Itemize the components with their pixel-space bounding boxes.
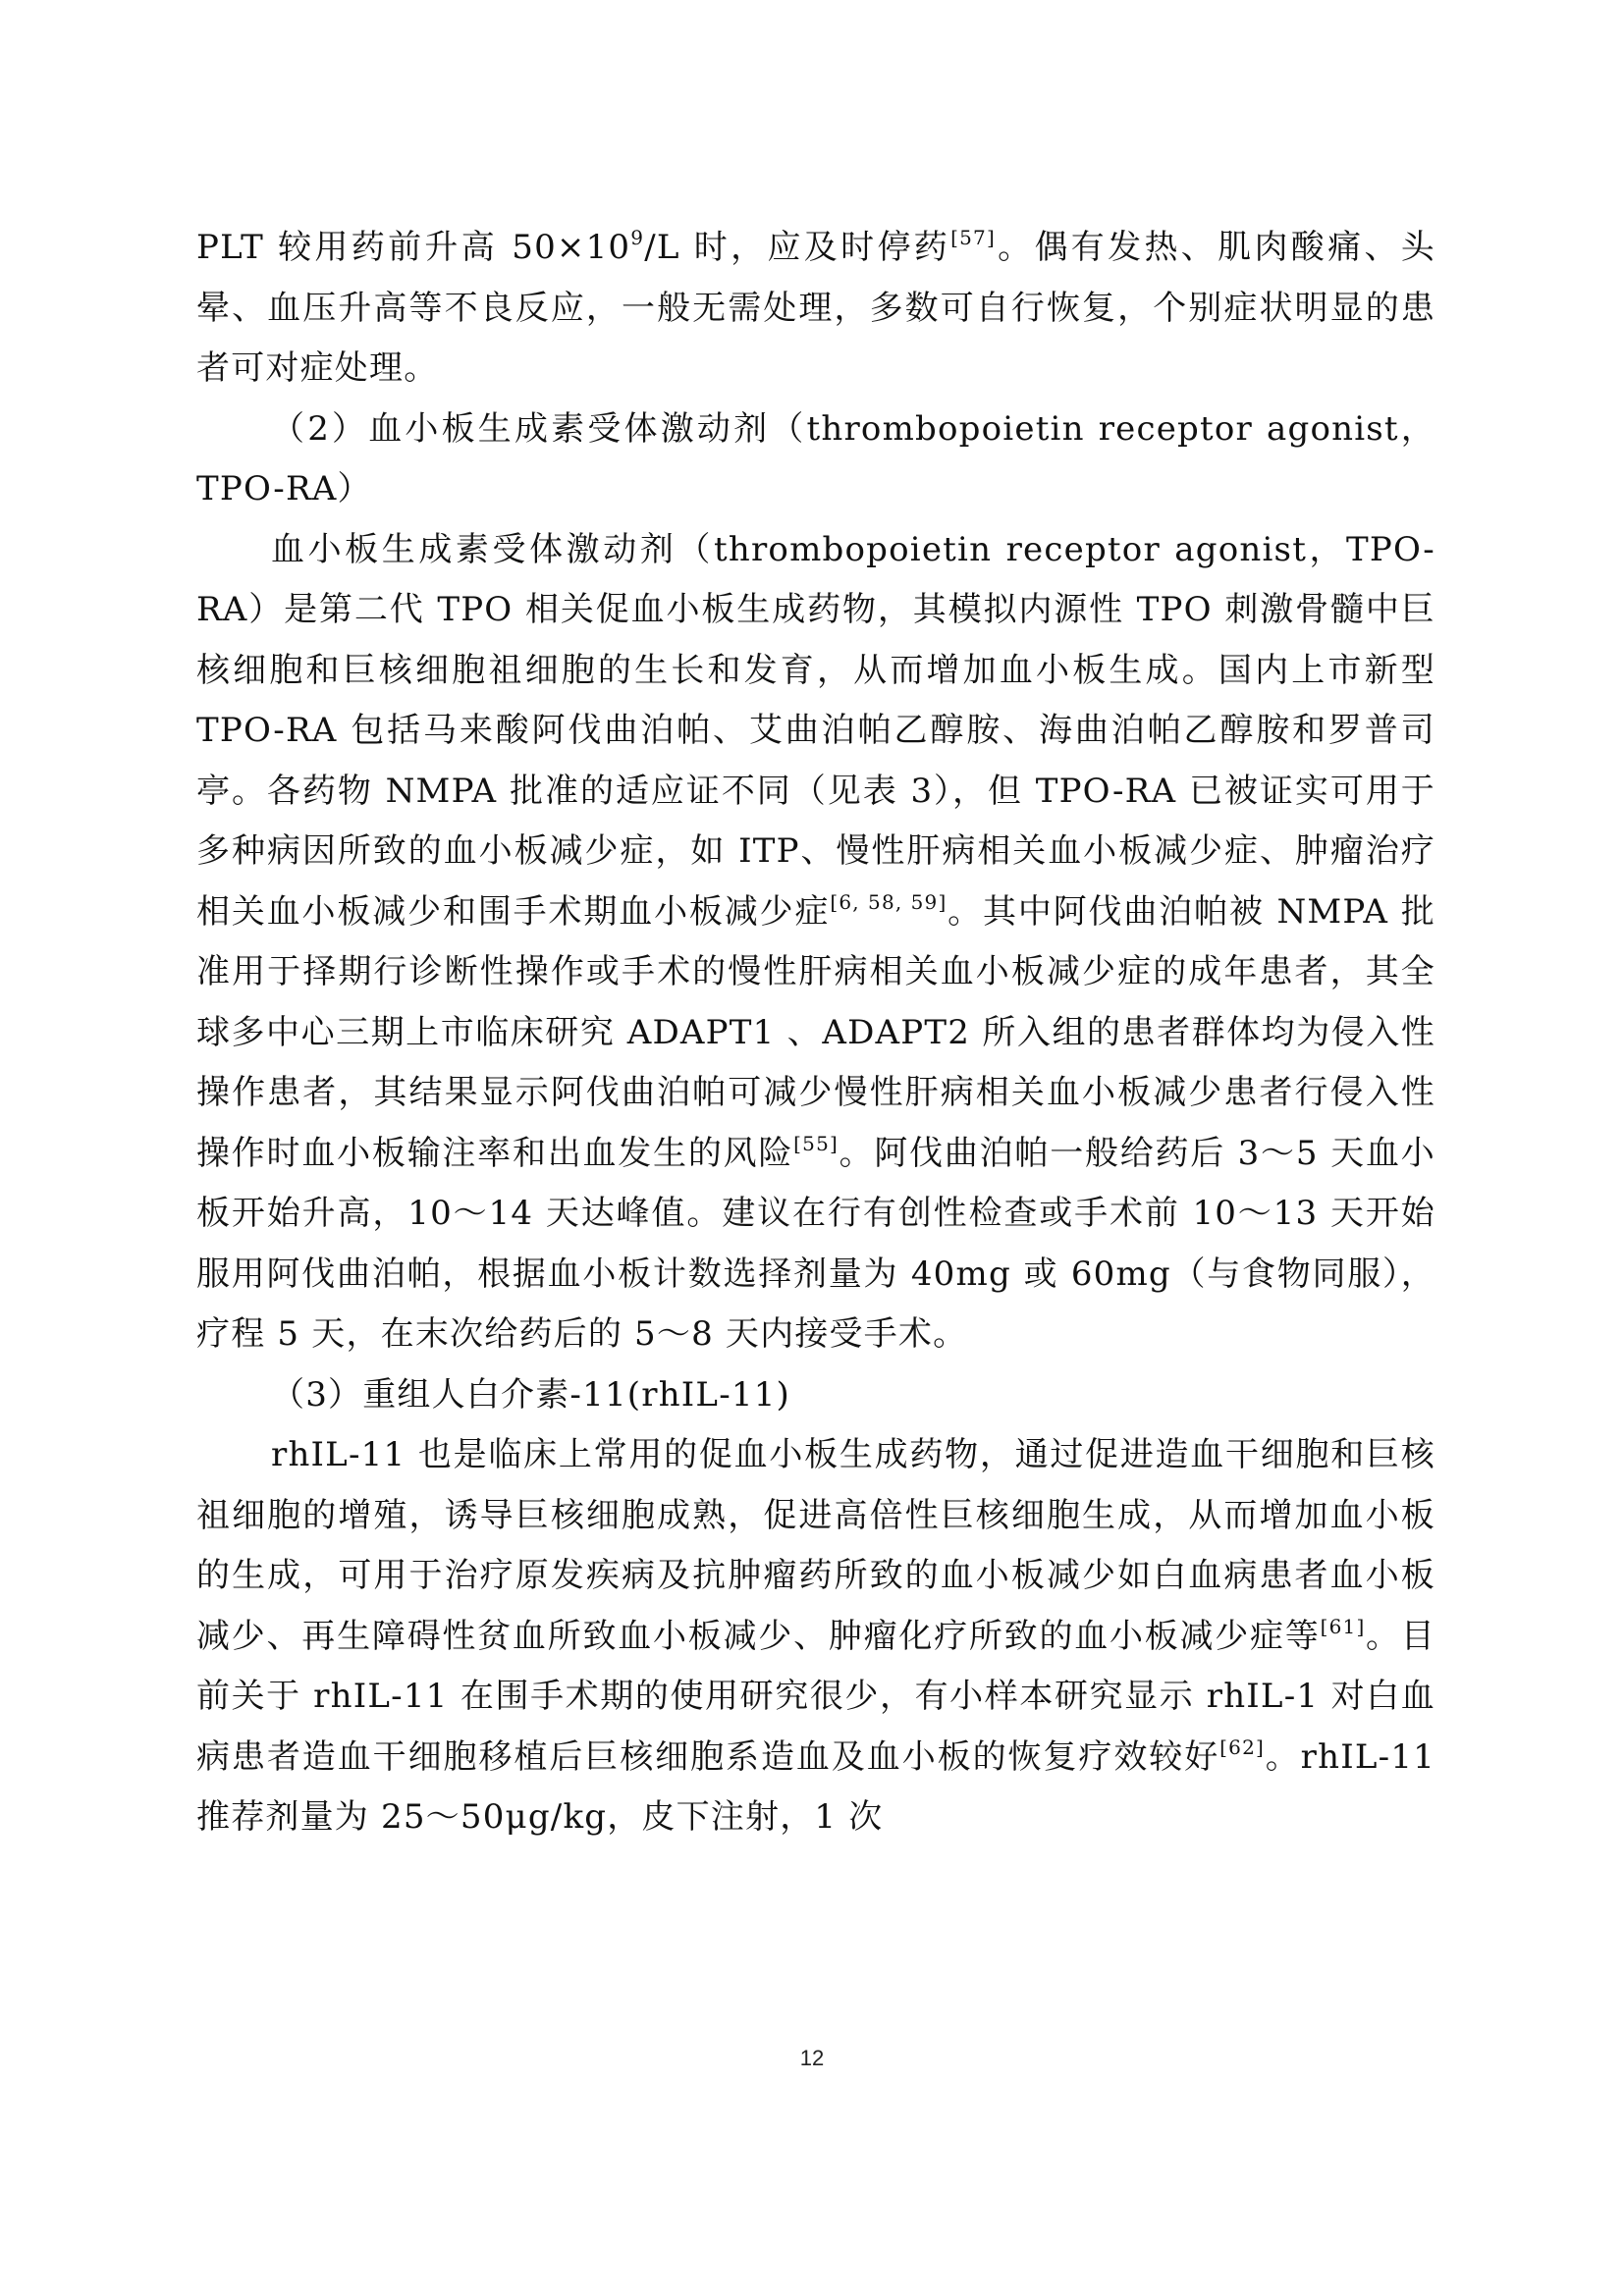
citation-superscript: [62] (1219, 1735, 1265, 1759)
text-run: 。阿伐曲泊帕一般给药后 3～5 天血小板开始升高，10～14 天达峰值。建议在行有创性检查或手术前 10～13 天开始服用阿伐曲泊帕，根据血小板计数选择剂量为 40mg 或 60mg（与食物同服），疗程 5 天，在末次给药后的 5～8 天内接受手术。 (196, 1133, 1435, 1354)
text-run: PLT 较用药前升高 50×10 (196, 228, 631, 267)
text-run: 血小板生成素受体激动剂（thrombopoietin receptor agonist，TPO-RA）是第二代 TPO 相关促血小板生成药物，其模拟内源性 TPO 刺激骨髓中巨核细胞和巨核细胞祖细胞的生长和发育，从而增加血小板生成。国内上市新型 TPO-RA 包括马来酸阿伐曲泊帕、艾曲泊帕乙醇胺、海曲泊帕乙醇胺和罗普司亭。各药物 NMPA 批准的适应证不同（见表 3），但 TPO-RA 已被证实可用于多种病因所致的血小板减少症，如 ITP、慢性肝病相关血小板减少症、肿瘤治疗相关血小板减少和围手术期血小板减少症 (196, 529, 1435, 932)
text-run: rhIL-11 也是临床上常用的促血小板生成药物，通过促进造血干细胞和巨核祖细胞的增殖，诱导巨核细胞成熟，促进高倍性巨核细胞生成，从而增加血小板的生成，可用于治疗原发疾病及抗肿瘤药所致的血小板减少如白血病患者血小板减少、再生障碍性贫血所致血小板减少、肿瘤化疗所致的血小板减少症等 (196, 1435, 1435, 1656)
text-run: （2）血小板生成素受体激动剂（thrombopoietin receptor agonist，TPO-RA） (196, 408, 1435, 508)
citation-superscript: 9 (630, 226, 645, 249)
text-run: 。目前关于 rhIL-11 在围手术期的使用研究很少，有小样本研究显示 rhIL-1 对白血病患者造血干细胞移植后巨核细胞系造血及血小板的恢复疗效较好 (196, 1616, 1435, 1777)
text-run: /L 时，应及时停药 (644, 228, 951, 267)
document-body (196, 218, 1435, 1848)
citation-superscript: [57] (950, 226, 996, 249)
citation-superscript: [6, 58, 59] (830, 889, 947, 914)
heading-tpo-ra (196, 400, 1435, 520)
page-number: 12 (799, 2046, 825, 2070)
citation-superscript: [61] (1320, 1614, 1366, 1638)
text-run: 。偶有发热、肌肉酸痛、头晕、血压升高等不良反应，一般无需处理，多数可自行恢复，个别症状明显的患者可对症处理。 (196, 228, 1435, 388)
citation-superscript: [55] (793, 1131, 839, 1155)
paragraph-plt-dosing (196, 218, 1435, 400)
text-run: （3）重组人白介素-11(rhIL-11) (271, 1374, 791, 1415)
paragraph-tpo-ra (196, 520, 1435, 1365)
text-run: 。其中阿伐曲泊帕被 NMPA 批准用于择期行诊断性操作或手术的慢性肝病相关血小板减少症的成年患者，其全球多中心三期上市临床研究 ADAPT1 、ADAPT2 所入组的患者群体均为侵入性操作患者，其结果显示阿伐曲泊帕可减少慢性肝病相关血小板减少患者行侵入性操作时血小板输注率和出血发生的风险 (196, 891, 1436, 1173)
paragraph-rhil-11 (196, 1425, 1435, 1848)
heading-rhil-11 (196, 1365, 1435, 1426)
text-run: 。rhIL-11 推荐剂量为 25～50μg/kg，皮下注射，1 次 (196, 1736, 1435, 1837)
